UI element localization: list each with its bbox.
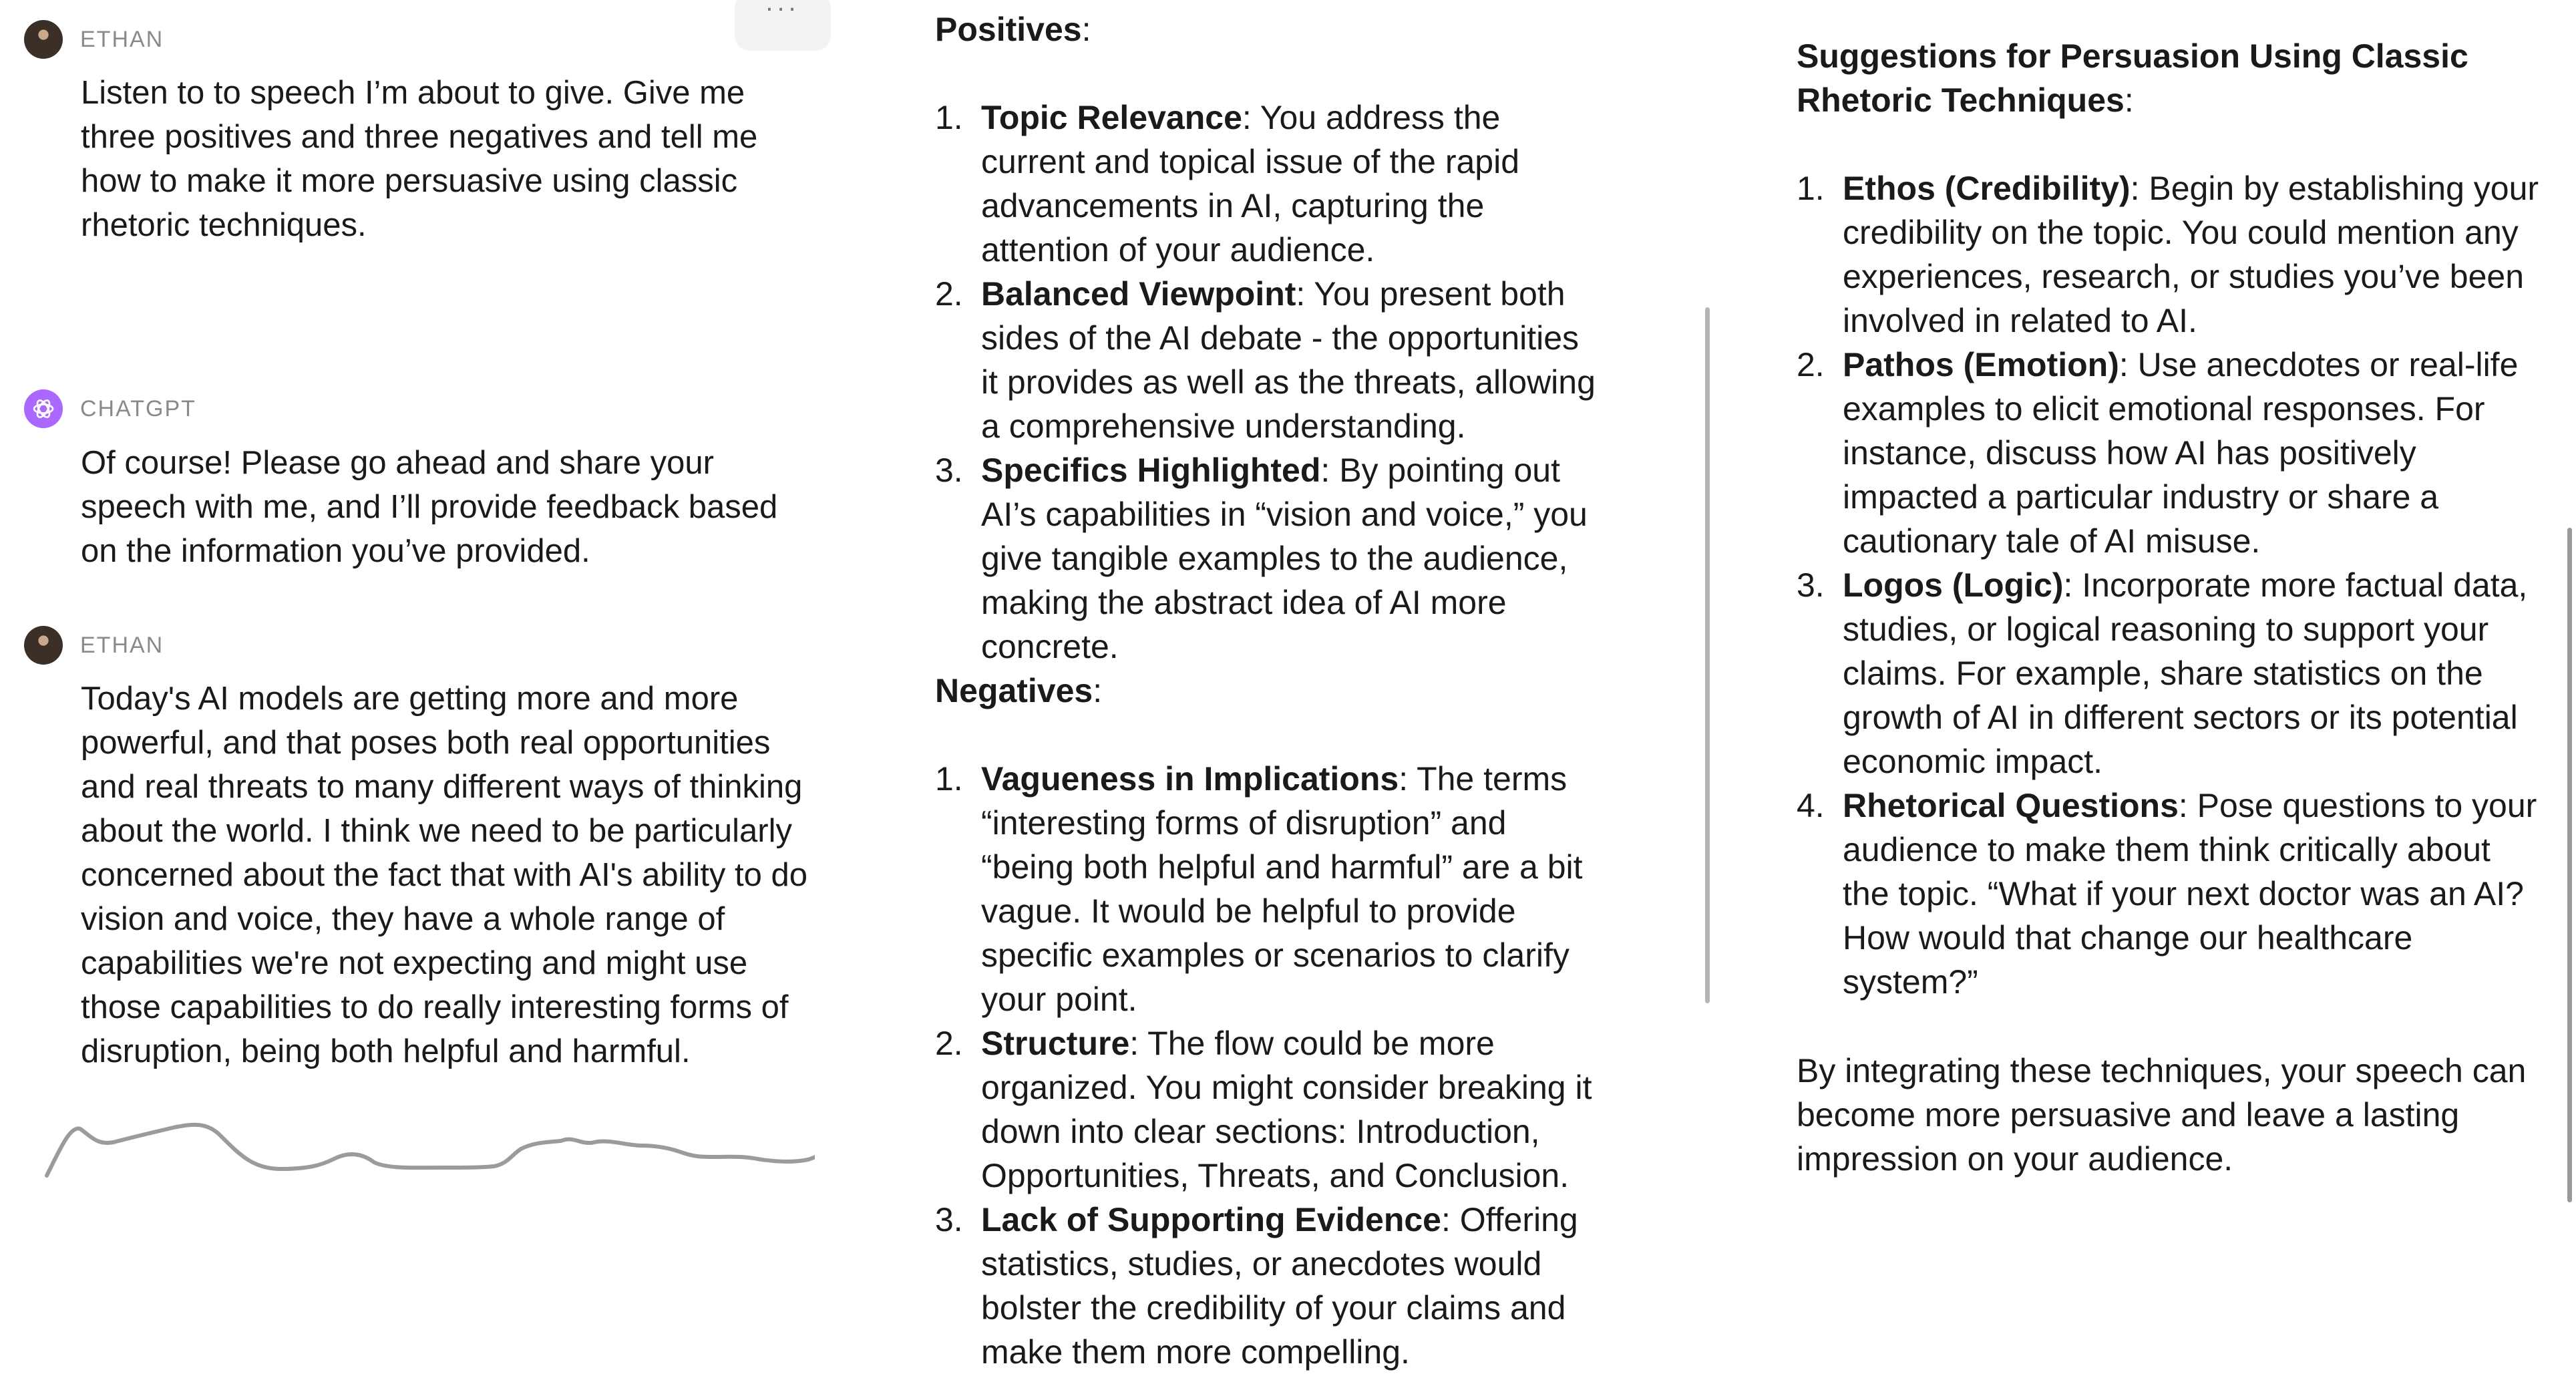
list-number: 2. [935,1025,963,1062]
list-item [935,96,1603,272]
audio-waveform-icon [40,1109,815,1196]
item-text: : Use anecdotes or real-life examples to elicit emotional responses. For instance, discuss how AI has positively impacted a particular industry or share a cautionary tale of AI misuse. [1843,346,2519,560]
list-item [1797,784,2545,1004]
list-item [935,272,1603,448]
list-number: 1. [935,99,963,136]
suggestions-list [1797,166,2545,1004]
list-number: 3. [1797,566,1825,604]
list-number: 1. [1797,170,1825,207]
list-number: 3. [935,1201,963,1238]
openai-logo-icon [30,395,57,422]
item-text: : Offering statistics, studies, or anecdotes would bolster the credibility of your claims and make them more compelling. [981,1201,1578,1371]
openai-logo-icon [24,389,63,428]
item-text: : You present both sides of the AI debate - the opportunities it provides as well as the threats, allowing a comprehensive understanding. [981,275,1596,445]
heading-colon: : [1081,11,1091,48]
item-text: : Pose questions to your audience to make them think critically about the topic. “What if your next doctor was an AI? How would that change our healthcare system?” [1843,787,2537,1001]
message-header [24,389,196,428]
positives-heading-text: Positives [935,11,1082,48]
list-number: 2. [935,275,963,313]
negatives-heading-text: Negatives [935,672,1093,709]
item-title: Lack of Supporting Evidence [981,1201,1441,1238]
item-text: : By pointing out AI’s capabilities in “vision and voice,” you give tangible examples to the audience, making the abstract idea of AI more concrete. [981,452,1588,665]
message-header [24,626,164,665]
item-text: : You address the current and topical issue of the rapid advancements in AI, capturing the attention of your audience. [981,99,1520,269]
negatives-list [935,757,1603,1374]
more-options-button[interactable] [735,0,831,51]
item-title: Logos (Logic) [1843,566,2064,604]
list-item [935,1198,1603,1374]
list-item [935,448,1603,669]
item-text: : Incorporate more factual data, studies, or logical reasoning to support your claims. For example, share statistics on the growth of AI in different sectors or its potential economic impact. [1843,566,2528,780]
message-text: Listen to to speech I’m about to give. Give me three positives and three negatives and tell me how to make it more persuasive using classic rhetoric techniques. [81,75,758,243]
item-text: : The flow could be more organized. You might consider breaking it down into clear sections: Introduction, Opportunities, Threats, and Conclusion. [981,1025,1592,1194]
chat-column [0,0,862,1337]
suggestions-heading-text: Suggestions for Persuasion Using Classic Rhetoric Techniques [1797,37,2468,119]
response-column-1 [862,0,1723,1371]
positives-list [935,96,1603,669]
list-number: 3. [935,452,963,489]
list-number: 2. [1797,346,1825,383]
sender-name: ETHAN [80,26,164,52]
list-item [935,757,1603,1021]
list-item [1797,166,2545,343]
list-item [1797,343,2545,563]
message-text: Today's AI models are getting more and more powerful, and that poses both real opportunities and real threats to many different ways of thinking about the world. I think we need to be particularly concerned about the fact that with AI's ability to do vision and voice, they have a whole range of capabilities we're not expecting and might use those capabilities to do really interesting forms of disruption, being both helpful and harmful. [81,681,808,1069]
list-number: 1. [935,760,963,798]
item-title: Specifics Highlighted [981,452,1321,489]
item-title: Pathos (Emotion) [1843,346,2119,383]
item-title: Balanced Viewpoint [981,275,1296,313]
suggestions-heading [1797,34,2545,122]
scrollbar-thumb[interactable] [1705,307,1710,1003]
scrollbar-thumb[interactable] [2567,528,2572,1202]
item-title: Rhetorical Questions [1843,787,2179,824]
list-number: 4. [1797,787,1825,824]
response-column-2 [1723,0,2576,1337]
item-title: Structure [981,1025,1130,1062]
avatar [24,20,63,59]
conclusion-text: By integrating these techniques, your speech can become more persuasive and leave a lasting impression on your audience. [1797,1052,2527,1178]
sender-name: CHATGPT [80,395,196,421]
message-header [24,20,164,59]
negatives-heading [935,669,1102,713]
avatar [24,626,63,665]
list-item [935,1021,1603,1198]
item-title: Ethos (Credibility) [1843,170,2131,207]
item-title: Topic Relevance [981,99,1242,136]
item-text: : Begin by establishing your credibility on the topic. You could mention any experiences, research, or studies you’ve been involved in related to AI. [1843,170,2539,339]
item-text: : The terms “interesting forms of disruption” and “being both helpful and harmful” are a bit vague. It would be helpful to provide specific examples or scenarios to clarify your point. [981,760,1583,1018]
more-options-label: ... [765,0,800,17]
heading-colon: : [1093,672,1103,709]
heading-colon: : [2124,81,2134,119]
positives-heading [935,7,1091,51]
message-text: Of course! Please go ahead and share your speech with me, and I’ll provide feedback based on the information you’ve provided. [81,445,778,569]
item-title: Vagueness in Implications [981,760,1399,798]
list-item [1797,563,2545,784]
sender-name: ETHAN [80,632,164,658]
